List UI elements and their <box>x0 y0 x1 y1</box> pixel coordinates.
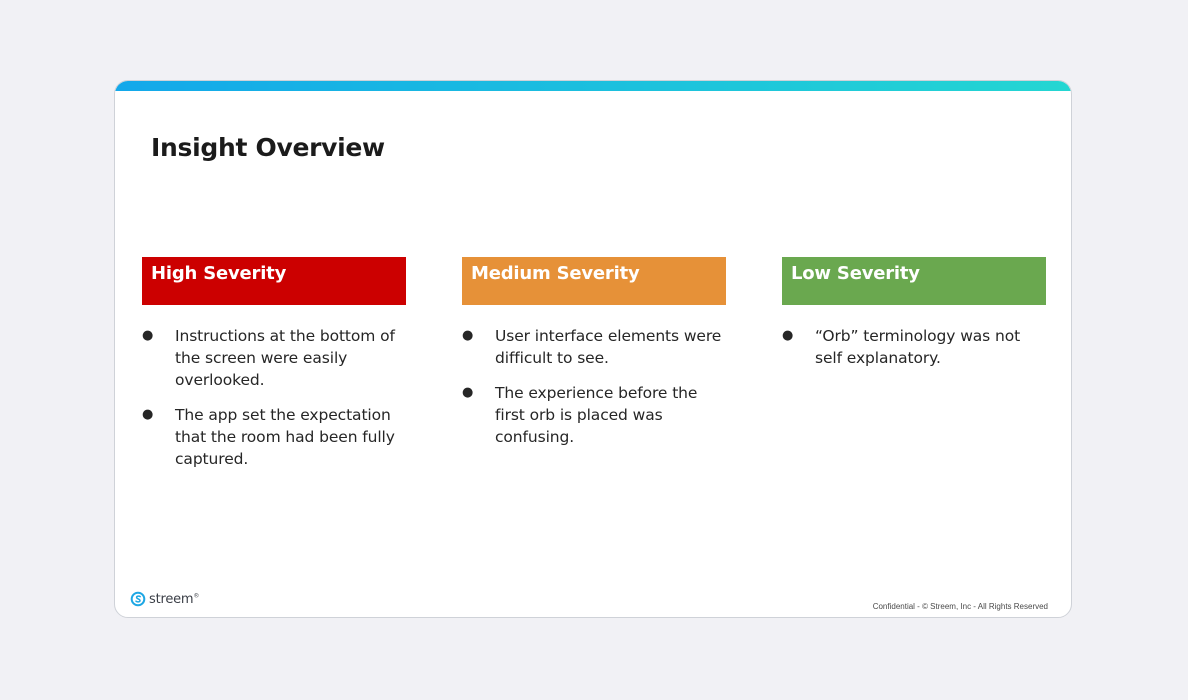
medium-severity-column <box>462 257 726 461</box>
list-item-text: “Orb” terminology was not self explanatory. <box>815 327 1021 367</box>
bullet-icon: ● <box>782 328 794 343</box>
brand-logo <box>130 591 199 607</box>
footer-confidential-text: Confidential - © Streem, Inc - All Rights Reserved <box>872 602 1048 611</box>
list-item-text: The app set the expectation that the room had been fully captured. <box>175 406 395 468</box>
streem-logo-icon <box>130 591 146 607</box>
medium-severity-header: Medium Severity <box>462 257 726 305</box>
slide-title: Insight Overview <box>151 133 385 162</box>
list-item <box>142 404 406 470</box>
list-item <box>782 325 1046 369</box>
list-item <box>462 382 726 448</box>
list-item <box>142 325 406 391</box>
list-item <box>462 325 726 369</box>
top-accent-bar <box>115 81 1071 91</box>
brand-trademark: ® <box>193 592 200 600</box>
brand-name: streem® <box>149 591 200 607</box>
low-severity-header: Low Severity <box>782 257 1046 305</box>
high-severity-column <box>142 257 406 483</box>
high-severity-header: High Severity <box>142 257 406 305</box>
bullet-icon: ● <box>462 385 474 400</box>
list-item-text: The experience before the first orb is placed was confusing. <box>495 384 698 446</box>
high-severity-list <box>142 325 406 470</box>
slide <box>114 80 1072 618</box>
low-severity-list <box>782 325 1046 369</box>
list-item-text: User interface elements were difficult to see. <box>495 327 722 367</box>
low-severity-column <box>782 257 1046 382</box>
medium-severity-list <box>462 325 726 448</box>
bullet-icon: ● <box>142 328 154 343</box>
bullet-icon: ● <box>142 407 154 422</box>
list-item-text: Instructions at the bottom of the screen were easily overlooked. <box>175 327 395 389</box>
bullet-icon: ● <box>462 328 474 343</box>
